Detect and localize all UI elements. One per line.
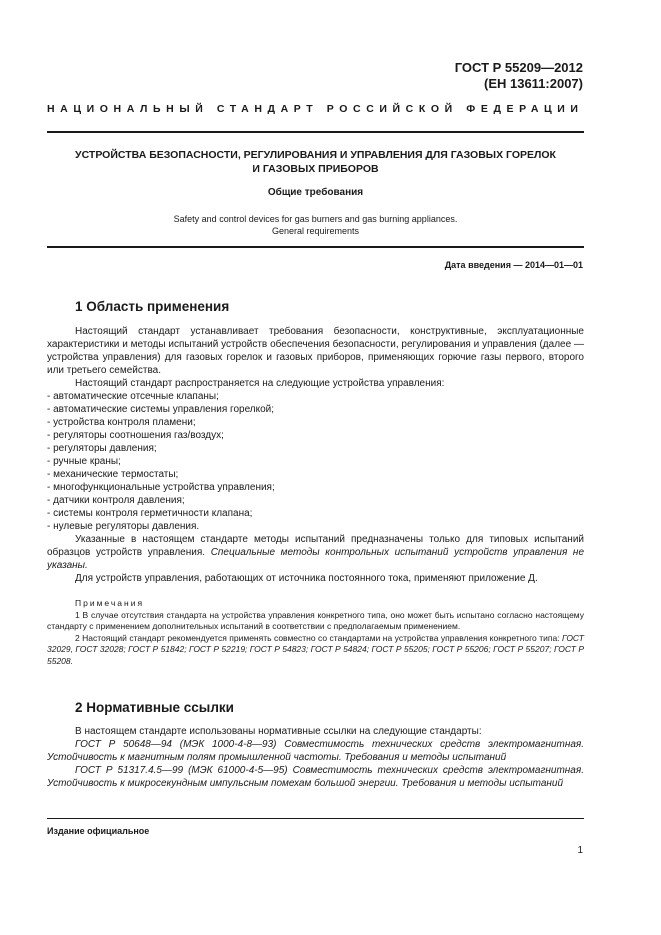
english-title-line-1: Safety and control devices for gas burners and gas burning appliances. — [173, 214, 458, 224]
notes-block — [47, 598, 584, 667]
note-2-standards: ГОСТ 32029, ГОСТ 32028; ГОСТ Р 51842; ГОСТ Р 52219; ГОСТ Р 54823; ГОСТ Р 54824; ГОСТ Р 55205; ГОСТ Р 55206; ГОСТ Р 55207; ГОСТ Р 55208. — [47, 632, 584, 666]
standard-code — [455, 60, 583, 92]
note-2-text: 2 Настоящий стандарт рекомендуется применять совместно со стандартами на устройства управления конкретного типа: — [75, 632, 562, 643]
reference-item: ГОСТ Р 51317.4.5—99 (МЭК 61000-4-5—95) Совместимость технических средств электромагнитная. Устойчивость к микросекундным импульсным помехам большой энергии. Требования и методы испытаний — [47, 765, 584, 789]
list-item: - многофункциональные устройства управления; — [47, 482, 275, 493]
test-methods-paragraph — [47, 533, 584, 572]
note-1: 1 В случае отсутствия стандарта на устройства управления конкретного типа, оно может быть испытано согласно настоящему стандарту с применением дополнительных испытаний в соответствии с предполагаемым применением. — [47, 609, 584, 631]
list-item: - автоматические отсечные клапаны; — [47, 391, 219, 402]
document-title — [47, 148, 584, 176]
dc-devices-paragraph: Для устройств управления, работающих от источника постоянного тока, применяют приложение Д. — [75, 573, 538, 584]
test-methods-text: Указанные в настоящем стандарте методы испытаний предназначены только для типовых испытаний образцов устройств управления. — [47, 534, 584, 558]
references-intro: В настоящем стандарте использованы нормативные ссылки на следующие стандарты: — [75, 726, 482, 737]
english-title-line-2: General requirements — [271, 226, 360, 236]
footer-rule — [47, 818, 584, 819]
english-title — [47, 213, 584, 237]
section-1-body — [47, 325, 584, 585]
title-line-1: УСТРОЙСТВА БЕЗОПАСНОСТИ, РЕГУЛИРОВАНИЯ И УПРАВЛЕНИЯ ДЛЯ ГАЗОВЫХ ГОРЕЛОК — [75, 149, 556, 161]
list-item: - автоматические системы управления горелкой; — [47, 404, 275, 415]
top-rule — [47, 131, 584, 133]
scope-devices-intro: Настоящий стандарт распространяется на следующие устройства управления: — [75, 378, 445, 389]
list-item: - датчики контроля давления; — [47, 495, 185, 506]
test-methods-italic: Специальные методы контрольных испытаний устройств управления не указаны. — [47, 547, 584, 571]
title-rule — [47, 246, 584, 248]
section-1-heading: 1 Область применения — [75, 299, 230, 314]
list-item: - ручные краны; — [47, 456, 121, 467]
list-item: - устройства контроля пламени; — [47, 417, 196, 428]
standard-number: ГОСТ Р 55209—2012 — [454, 60, 583, 75]
device-list — [47, 390, 584, 533]
section-2-heading: 2 Нормативные ссылки — [75, 700, 234, 715]
en-equivalent: (ЕН 13611:2007) — [483, 76, 583, 91]
section-2-body — [47, 725, 584, 790]
introduction-date: Дата введения — 2014—01—01 — [444, 260, 583, 270]
page-number: 1 — [577, 845, 583, 856]
title-line-2: И ГАЗОВЫХ ПРИБОРОВ — [252, 163, 379, 175]
list-item: - системы контроля герметичности клапана; — [47, 508, 253, 519]
note-2 — [47, 633, 584, 668]
national-standard-banner: НАЦИОНАЛЬНЫЙ СТАНДАРТ РОССИЙСКОЙ ФЕДЕРАЦИИ — [47, 103, 584, 115]
list-item: - нулевые регуляторы давления. — [47, 521, 200, 532]
list-item: - механические термостаты; — [47, 469, 179, 480]
official-edition-label: Издание официальное — [47, 826, 150, 836]
scope-paragraph: Настоящий стандарт устанавливает требования безопасности, конструктивные, эксплуатационные характеристики и методы испытаний устройств обеспечения безопасности, регулирования и управления (далее — устройства управления) для газовых горелок и газовых приборов, применяющих горючие газы первого, второго или третьего семейства. — [47, 326, 584, 376]
reference-item: ГОСТ Р 50648—94 (МЭК 1000-4-8—93) Совместимость технических средств электромагнитная. Устойчивость к магнитным полям промышленной частоты. Требования и методы испытаний — [47, 739, 584, 763]
list-item: - регуляторы соотношения газ/воздух; — [47, 430, 224, 441]
document-subtitle: Общие требования — [267, 187, 364, 198]
notes-title: Примечания — [75, 598, 145, 608]
list-item: - регуляторы давления; — [47, 443, 157, 454]
